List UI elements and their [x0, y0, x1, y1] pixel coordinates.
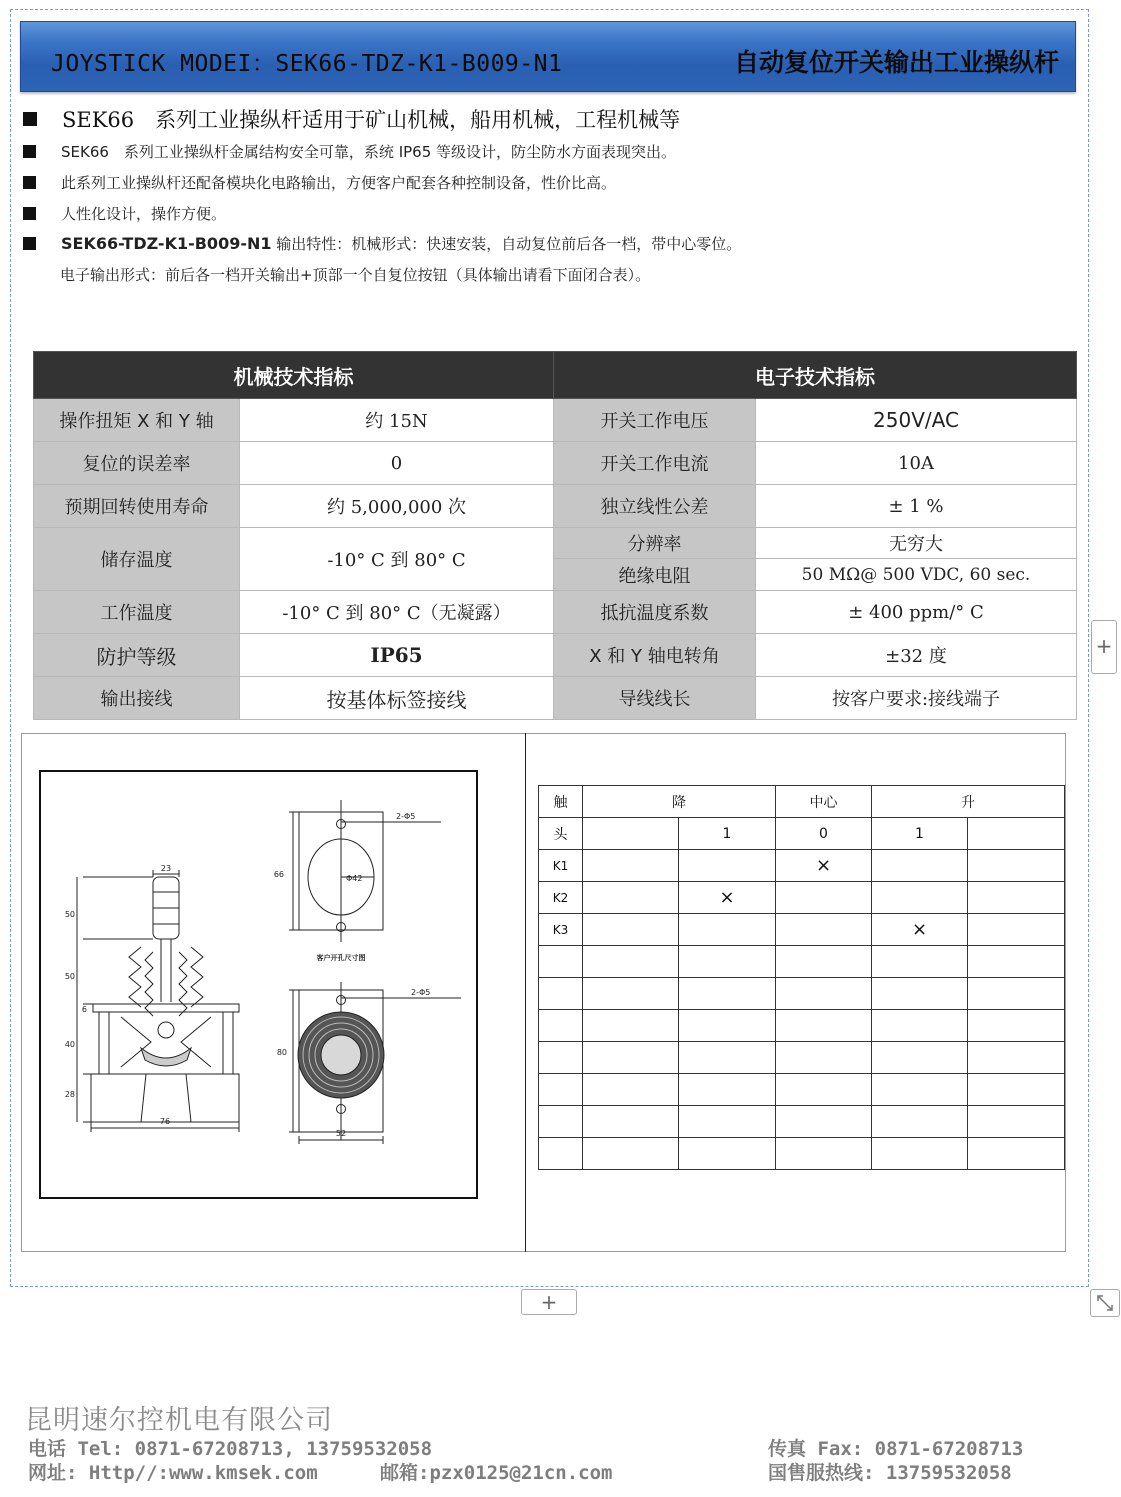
dim-label: 23 — [160, 864, 172, 873]
spec-value: 10A — [756, 442, 1077, 485]
table-cell — [583, 818, 679, 850]
spec-value: 约 5,000,000 次 — [240, 485, 554, 528]
table-cell — [968, 1074, 1065, 1106]
spec-value: 0 — [240, 442, 554, 485]
table-cell — [679, 946, 776, 978]
spec-value: ± 1 % — [756, 485, 1077, 528]
header-contact: 触 — [539, 786, 583, 818]
dim-label: Φ42 — [346, 874, 363, 883]
table-cell — [583, 1138, 679, 1170]
spec-label: 储存温度 — [34, 528, 240, 591]
spec-label: 分辨率 — [554, 528, 756, 559]
table-cell — [583, 1106, 679, 1138]
spec-value: 50 MΩ@ 500 VDC, 60 sec. — [756, 559, 1077, 591]
spec-table — [33, 351, 1077, 720]
table-cell — [583, 978, 679, 1010]
table-cell — [539, 1042, 583, 1074]
drawing-caption: 客户开孔尺寸图 — [316, 954, 366, 962]
bullet-5 — [23, 233, 741, 254]
spec-label: X 和 Y 轴电转角 — [554, 634, 756, 677]
model-title: JOYSTICK MODEI：SEK66-TDZ-K1-B009-N1 — [51, 51, 563, 77]
position-up: 1 — [872, 818, 968, 850]
table-cell — [583, 1074, 679, 1106]
dim-label: 2-Φ5 — [396, 812, 416, 821]
spec-value: -10° C 到 80° C — [240, 528, 554, 591]
table-cell — [776, 1010, 872, 1042]
table-cell — [872, 850, 968, 882]
closed-mark: × — [872, 914, 968, 946]
contact-k3: K3 — [539, 914, 583, 946]
table-cell — [583, 1010, 679, 1042]
dim-label: 28 — [64, 1090, 75, 1099]
contact-table — [538, 785, 1065, 1170]
closed-mark: × — [776, 850, 872, 882]
header-down: 降 — [583, 786, 776, 818]
spec-label: 独立线性公差 — [554, 485, 756, 528]
dim-label: 52 — [335, 1129, 347, 1138]
dim-label: 40 — [64, 1040, 75, 1049]
header-banner — [20, 21, 1076, 92]
table-cell — [583, 1042, 679, 1074]
table-cell — [539, 1106, 583, 1138]
resize-handle[interactable] — [1090, 1289, 1120, 1317]
spec-value: 按客户要求:接线端子 — [756, 677, 1077, 720]
bullet-5-text: 输出特性：机械形式：快速安装，自动复位前后各一档，带中心零位。 — [271, 235, 742, 253]
table-cell — [539, 946, 583, 978]
dimension-drawing — [39, 770, 478, 1199]
table-cell — [968, 882, 1065, 914]
dim-label: 50 — [64, 910, 75, 919]
bullet-1 — [23, 104, 680, 134]
table-cell — [968, 978, 1065, 1010]
table-cell — [776, 946, 872, 978]
spec-label: 抵抗温度系数 — [554, 591, 756, 634]
bullet-5-model: SEK66-TDZ-K1-B009-N1 — [61, 234, 272, 253]
bullet-square-icon — [23, 112, 37, 126]
bottom-divider — [525, 733, 526, 1252]
spec-value: 250V/AC — [756, 399, 1077, 442]
bullet-1-text: SEK66 系列工业操纵杆适用于矿山机械，船用机械，工程机械等 — [62, 108, 681, 132]
table-cell — [679, 1138, 776, 1170]
bullet-3-text: 此系列工业操纵杆还配备模块化电路输出，方便客户配套各种控制设备，性价比高。 — [61, 174, 617, 192]
bullet-2-text: SEK66 系列工业操纵杆金属结构安全可靠，系统 IP65 等级设计，防尘防水方面表现突出。 — [61, 143, 677, 161]
spec-label: 防护等级 — [34, 634, 240, 677]
table-cell — [872, 882, 968, 914]
table-cell — [583, 850, 679, 882]
bullet-square-icon — [23, 207, 36, 220]
table-cell — [872, 946, 968, 978]
table-cell — [968, 1138, 1065, 1170]
position-center: 0 — [776, 818, 872, 850]
table-cell — [968, 850, 1065, 882]
spec-value: ± 400 ppm/° C — [756, 591, 1077, 634]
mech-spec-header: 机械技术指标 — [34, 352, 554, 399]
table-cell — [679, 1074, 776, 1106]
spec-label: 操作扭矩 X 和 Y 轴 — [34, 399, 240, 442]
table-cell — [776, 978, 872, 1010]
spec-label: 导线线长 — [554, 677, 756, 720]
spec-value: ±32 度 — [756, 634, 1077, 677]
resize-icon — [1091, 1290, 1119, 1316]
table-cell — [776, 1106, 872, 1138]
bullet-3 — [23, 172, 616, 193]
table-cell — [583, 914, 679, 946]
table-cell — [539, 978, 583, 1010]
footer-fax: 传真 Fax: 0871-67208713 — [768, 1438, 1024, 1460]
spec-label: 预期回转使用寿命 — [34, 485, 240, 528]
table-cell — [776, 1042, 872, 1074]
table-cell — [872, 1074, 968, 1106]
bullet-square-icon — [23, 176, 36, 189]
add-column-button[interactable]: + — [1091, 620, 1117, 674]
spec-value: -10° C 到 80° C（无凝露） — [240, 591, 554, 634]
table-cell — [679, 914, 776, 946]
table-cell — [872, 1106, 968, 1138]
table-cell — [679, 850, 776, 882]
header-up: 升 — [872, 786, 1065, 818]
spec-label: 复位的误差率 — [34, 442, 240, 485]
table-cell — [968, 1010, 1065, 1042]
footer-website: 网址: Http//:www.kmsek.com — [28, 1462, 318, 1484]
spec-value: IP65 — [240, 634, 554, 677]
table-cell — [968, 818, 1065, 850]
elec-spec-header: 电子技术指标 — [554, 352, 1077, 399]
dim-label: 66 — [273, 870, 284, 879]
table-cell — [872, 1042, 968, 1074]
table-cell — [679, 978, 776, 1010]
spec-value: 无穷大 — [756, 528, 1077, 559]
table-cell — [872, 978, 968, 1010]
table-cell — [968, 1106, 1065, 1138]
bullet-4-text: 人性化设计，操作方便。 — [61, 205, 227, 223]
company-name: 昆明速尔控机电有限公司 — [25, 1405, 333, 1436]
electronic-output-line: 电子输出形式：前后各一档开关输出+顶部一个自复位按钮（具体输出请看下面闭合表）。 — [60, 266, 651, 284]
table-cell — [583, 946, 679, 978]
table-cell — [776, 1138, 872, 1170]
spec-label: 绝缘电阻 — [554, 559, 756, 591]
table-cell — [679, 1010, 776, 1042]
bullet-square-icon — [23, 237, 36, 250]
table-cell — [968, 1042, 1065, 1074]
spec-value: 约 15N — [240, 399, 554, 442]
spec-label: 输出接线 — [34, 677, 240, 720]
table-cell — [872, 1138, 968, 1170]
bullet-square-icon — [23, 145, 36, 158]
table-cell — [539, 1138, 583, 1170]
table-cell — [679, 1106, 776, 1138]
spec-label: 开关工作电流 — [554, 442, 756, 485]
contact-k2: K2 — [539, 882, 583, 914]
header-contact: 头 — [539, 818, 583, 850]
table-cell — [679, 1042, 776, 1074]
table-cell — [776, 1074, 872, 1106]
dim-label: 50 — [64, 972, 75, 981]
dim-label: 2-Φ5 — [411, 988, 431, 997]
table-cell — [968, 946, 1065, 978]
position-down: 1 — [679, 818, 776, 850]
add-row-button[interactable]: + — [521, 1289, 577, 1315]
header-center: 中心 — [776, 786, 872, 818]
table-cell — [583, 882, 679, 914]
contact-k1: K1 — [539, 850, 583, 882]
table-cell — [776, 914, 872, 946]
table-cell — [539, 1074, 583, 1106]
spec-value: 按基体标签接线 — [240, 677, 554, 720]
spec-label: 开关工作电压 — [554, 399, 756, 442]
dim-label: 6 — [81, 1005, 87, 1014]
joystick-drawing-svg — [41, 772, 476, 1197]
closed-mark: × — [679, 882, 776, 914]
dim-label: 80 — [276, 1048, 287, 1057]
table-cell — [872, 1010, 968, 1042]
footer-hotline: 国售服热线: 13759532058 — [768, 1462, 1012, 1484]
spec-label: 工作温度 — [34, 591, 240, 634]
bullet-2 — [23, 141, 676, 162]
footer-tel: 电话 Tel: 0871-67208713, 13759532058 — [28, 1438, 433, 1460]
table-cell — [968, 914, 1065, 946]
product-title: 自动复位开关输出工业操纵杆 — [733, 48, 1059, 77]
footer-email: 邮箱:pzx0125@21cn.com — [380, 1462, 613, 1484]
table-cell — [776, 882, 872, 914]
dim-label: 76 — [159, 1117, 171, 1126]
table-cell — [539, 1010, 583, 1042]
bullet-4 — [23, 203, 226, 224]
